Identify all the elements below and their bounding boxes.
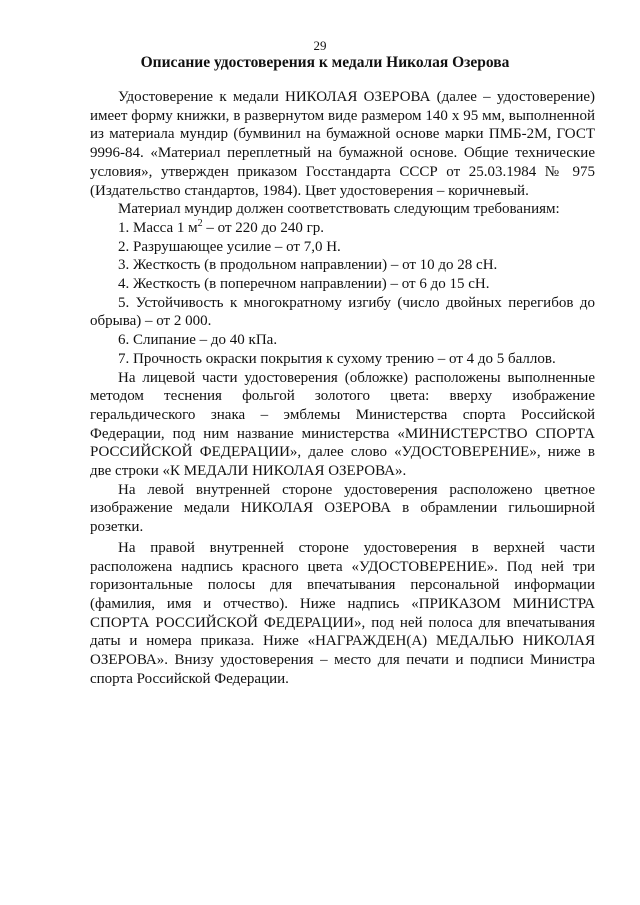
paragraph-intro: Удостоверение к медали НИКОЛАЯ ОЗЕРОВА (далее – удостоверение) имеет форму книжки, в развернутом виде размером 140 х 95 мм, выполненной из материала мундир (бумвинил на бумажной основе марки ПМБ-2М, ГОСТ 9996-84. «Материал переплетный на бумажной основе. Общие технические условия», утвержден приказом Госстандарта СССР от 25.03.1984 № 975 (Издательство стандартов, 1984). Цвет удостоверения – коричневый.: [90, 89, 595, 199]
paragraph-cover: На лицевой части удостоверения (обложке) расположены выполненные методом теснения фольгой золотого цвета: вверху изображение геральдического знака – эмблемы Министерства спорта Российской Федерации, под ним название министерства «МИНИСТЕРСТВО СПОРТА РОССИЙСКОЙ ФЕДЕРАЦИИ», далее слово «УДОСТОВЕРЕНИЕ», ниже в две строки «К МЕДАЛИ НИКОЛАЯ ОЗЕРОВА».: [90, 369, 595, 480]
requirement-7: 7. Прочность окраски покрытия к сухому трению – от 4 до 5 баллов.: [118, 350, 556, 367]
page-number: 29: [313, 38, 327, 53]
paragraph-right-inner: На правой внутренней стороне удостоверения в верхней части расположена надпись красного цвета «УДОСТОВЕРЕНИЕ». Под ней три горизонтальные полосы для впечатывания персональной информации (фамилия, имя и отчество). Ниже надпись «ПРИКАЗОМ МИНИСТРА СПОРТА РОССИЙСКОЙ ФЕДЕРАЦИИ», под ней полоса для впечатывания даты и номера приказа. Ниже «НАГРАЖДЕН(А) МЕДАЛЬЮ НИКОЛАЯ ОЗЕРОВА». Внизу удостоверения – место для печати и подписи Министра спорта Российской Федерации.: [90, 539, 595, 687]
requirement-5: 5. Устойчивость к многократному изгибу (число двойных перегибов до обрыва) – от 2 000.: [90, 294, 595, 330]
paragraph-requirements-intro: Материал мундир должен соответствовать следующим требованиям:: [118, 201, 560, 218]
requirement-3: 3. Жесткость (в продольном направлении) – от 10 до 28 сН.: [118, 257, 498, 274]
superscript-2: 2: [197, 217, 203, 229]
requirement-1-tail: – от 220 до 240 гр.: [202, 219, 325, 236]
requirement-1: [90, 219, 595, 238]
requirement-1-text: 1. Масса 1 м: [118, 219, 198, 236]
requirement-2: 2. Разрушающее усилие – от 7,0 Н.: [118, 238, 341, 255]
requirement-4: 4. Жесткость (в поперечном направлении) – от 6 до 15 сН.: [118, 276, 490, 293]
document-body: [90, 88, 595, 689]
paragraph-left-inner: На левой внутренней стороне удостоверения расположено цветное изображение медали НИКОЛАЯ ОЗЕРОВА в обрамлении гильоширной розетки.: [90, 481, 595, 536]
document-title: Описание удостоверения к медали Николая Озерова: [140, 54, 510, 71]
requirement-6: 6. Слипание – до 40 кПа.: [118, 332, 278, 349]
